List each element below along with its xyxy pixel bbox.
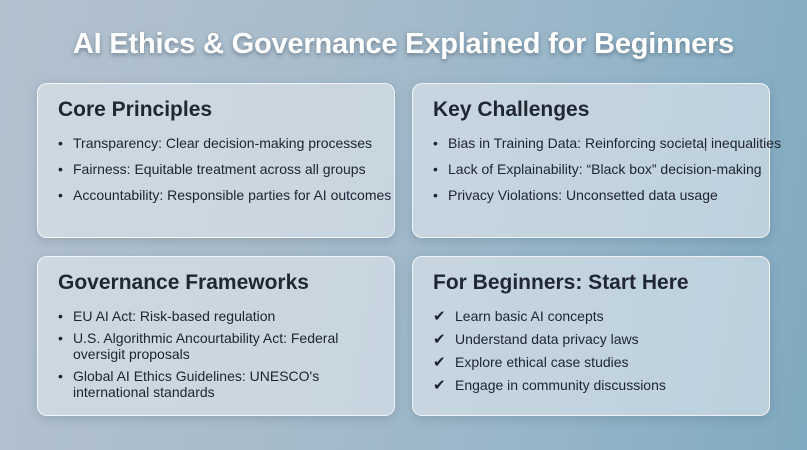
bullet-icon: • xyxy=(433,135,438,151)
list-item xyxy=(433,187,755,204)
list-item-text: U.S. Algorithmic Ancourtability Act: Federal oversigit proposals xyxy=(73,330,339,362)
checkmark-icon: ✔ xyxy=(433,331,446,348)
key-challenges-card xyxy=(412,83,782,238)
page-title: AI Ethics & Governance Explained for Beginners xyxy=(72,28,735,60)
checklist-item xyxy=(433,331,755,348)
checklist-item-text: Learn basic AI concepts xyxy=(455,308,604,324)
checklist-item-text: Understand data privacy laws xyxy=(455,331,639,347)
bullet-icon: • xyxy=(58,187,63,203)
bullet-icon: • xyxy=(58,308,63,324)
list-item xyxy=(58,308,373,324)
list-item-text: Fairness: Equitable treatment across all groups xyxy=(73,161,366,177)
list-item xyxy=(58,368,373,400)
checkmark-icon: ✔ xyxy=(433,354,446,371)
challenges-list xyxy=(433,135,782,204)
steps-checklist xyxy=(433,308,755,394)
checkmark-icon: ✔ xyxy=(433,308,446,325)
checklist-item-text: Explore ethical case studies xyxy=(455,354,629,370)
list-item-text: Global AI Ethics Guidelines: UNESCO's international standards xyxy=(73,368,320,400)
bullet-icon: • xyxy=(58,161,63,177)
checklist-item xyxy=(433,354,755,371)
list-item-text: Accountability: Responsible parties for AI outcomes xyxy=(73,187,392,203)
list-item-text: Transparency: Clear decision-making processes xyxy=(73,135,373,151)
beginners-start-card xyxy=(412,256,770,416)
principles-list xyxy=(58,135,392,204)
core-principles-card xyxy=(37,83,395,238)
card-title: Core Principles xyxy=(58,98,213,121)
bullet-icon: • xyxy=(58,330,63,346)
list-item-text: Bias in Training Data: Reinforcing societaļ inequalities xyxy=(448,135,782,151)
list-item xyxy=(58,187,392,204)
list-item-text: Lack of Explainability: “Black box” decision-making xyxy=(448,161,762,177)
frameworks-list xyxy=(58,308,380,400)
checklist-item xyxy=(433,308,755,325)
bullet-icon: • xyxy=(433,161,438,177)
bullet-icon: • xyxy=(58,368,63,384)
list-item-text: EU AI Act: Risk-based regulation xyxy=(73,308,276,324)
checkmark-icon: ✔ xyxy=(433,377,446,394)
list-item xyxy=(433,161,762,178)
card-title: For Beginners: Start Here xyxy=(433,271,689,294)
bullet-icon: • xyxy=(58,135,63,151)
card-title: Key Challenges xyxy=(433,98,590,121)
list-item xyxy=(433,135,782,152)
governance-frameworks-card xyxy=(37,256,395,416)
checklist-item-text: Engage in community discussions xyxy=(455,377,666,393)
list-item xyxy=(58,161,380,178)
card-title: Governance Frameworks xyxy=(58,271,309,294)
checklist-item xyxy=(433,377,755,394)
bullet-icon: • xyxy=(433,187,438,203)
list-item-text: Privacy Violations: Unconsetted data usage xyxy=(448,187,718,203)
list-item xyxy=(58,330,373,362)
list-item xyxy=(58,135,380,152)
